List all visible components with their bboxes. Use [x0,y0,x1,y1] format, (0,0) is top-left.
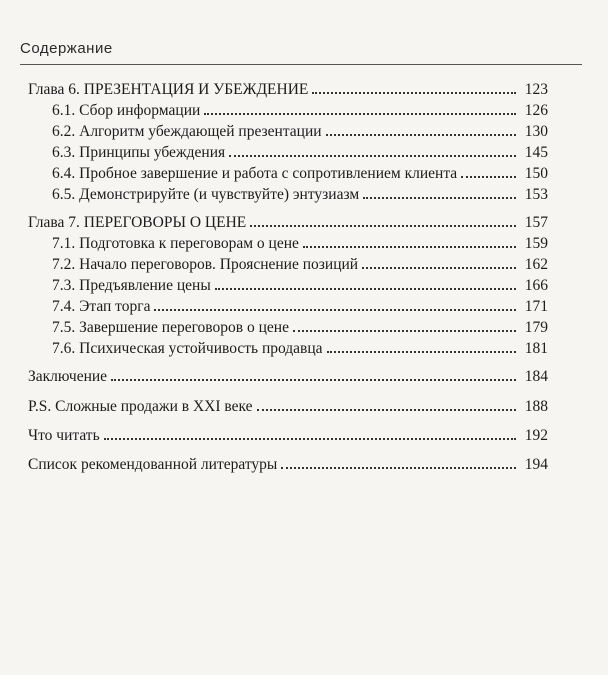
leader-dots [293,329,516,332]
toc-entry-page: 126 [524,102,548,119]
toc-entry-title: 7.5. Завершение переговоров о цене [52,319,289,336]
leader-dots [104,437,516,440]
leader-dots [215,287,516,290]
toc-entry-title: Список рекомендованной литературы [28,456,278,473]
toc-section-7-2[interactable] [52,255,548,275]
toc-entry-title: Глава 6. ПРЕЗЕНТАЦИЯ И УБЕЖДЕНИЕ [28,81,309,98]
toc-section-7-4[interactable] [52,297,548,317]
toc-section-6-2[interactable] [52,122,548,142]
toc-entry-page: 153 [524,186,548,203]
toc-entry-page: 150 [524,165,548,182]
toc-section-6-1[interactable] [52,101,548,121]
leader-dots [312,91,516,94]
toc-entry-page: 192 [524,427,548,444]
toc-entry-page: 179 [524,319,548,336]
toc-recommended-literature[interactable] [28,455,548,475]
header-rule [20,64,582,65]
toc-section-7-5[interactable] [52,318,548,338]
leader-dots [257,408,516,411]
leader-dots [326,133,516,136]
toc-chapter-6[interactable] [28,80,548,100]
toc-entry-page: 184 [524,368,548,385]
toc-section-7-1[interactable] [52,234,548,254]
toc-entry-page: 166 [524,277,548,294]
toc-entry-page: 159 [524,235,548,252]
section-header: Содержание [20,40,113,57]
toc-section-6-3[interactable] [52,143,548,163]
toc-section-7-3[interactable] [52,276,548,296]
toc-entry-page: 130 [524,123,548,140]
leader-dots [229,154,516,157]
leader-dots [250,224,516,227]
leader-dots [362,266,516,269]
toc-entry-title: 7.4. Этап торга [52,298,151,315]
toc-entry-title: Заключение [28,368,108,385]
toc-entry-title: 7.2. Начало переговоров. Прояснение позиций [52,256,359,273]
toc-entry-title: 6.5. Демонстрируйте (и чувствуйте) энтузиазм [52,186,360,203]
toc-section-6-4[interactable] [52,164,548,184]
toc-entry-title: 6.1. Сбор информации [52,102,201,119]
toc-entry-page: 181 [524,340,548,357]
toc-entry-title: 7.1. Подготовка к переговорам о цене [52,235,299,252]
leader-dots [281,466,516,469]
toc-entry-title: Глава 7. ПЕРЕГОВОРЫ О ЦЕНЕ [28,214,247,231]
toc-conclusion[interactable] [28,367,548,387]
toc-entry-title: 6.3. Принципы убеждения [52,144,226,161]
leader-dots [204,112,516,115]
toc-entry-title: Что читать [28,427,100,444]
toc-entry-page: 145 [524,144,548,161]
leader-dots [111,378,516,381]
leader-dots [154,308,516,311]
toc-entry-page: 162 [524,256,548,273]
leader-dots [327,350,516,353]
toc-section-6-5[interactable] [52,185,548,205]
toc-entry-page: 194 [524,456,548,473]
toc-entry-title: 7.6. Психическая устойчивость продавца [52,340,323,357]
toc-chapter-7[interactable] [28,213,548,233]
toc-entry-title: 6.4. Пробное завершение и работа с сопротивлением клиента [52,165,458,182]
toc-entry-title: P.S. Сложные продажи в XXI веке [28,398,253,415]
toc-entry-title: 7.3. Предъявление цены [52,277,211,294]
toc-entry-title: 6.2. Алгоритм убеждающей презентации [52,123,322,140]
leader-dots [363,196,516,199]
toc-entry-page: 188 [524,398,548,415]
leader-dots [303,245,516,248]
toc-section-7-6[interactable] [52,339,548,359]
toc-what-to-read[interactable] [28,426,548,446]
toc-entry-page: 123 [524,81,548,98]
toc-entry-page: 157 [524,214,548,231]
toc-entry-page: 171 [524,298,548,315]
leader-dots [461,175,516,178]
toc-postscript[interactable] [28,397,548,417]
